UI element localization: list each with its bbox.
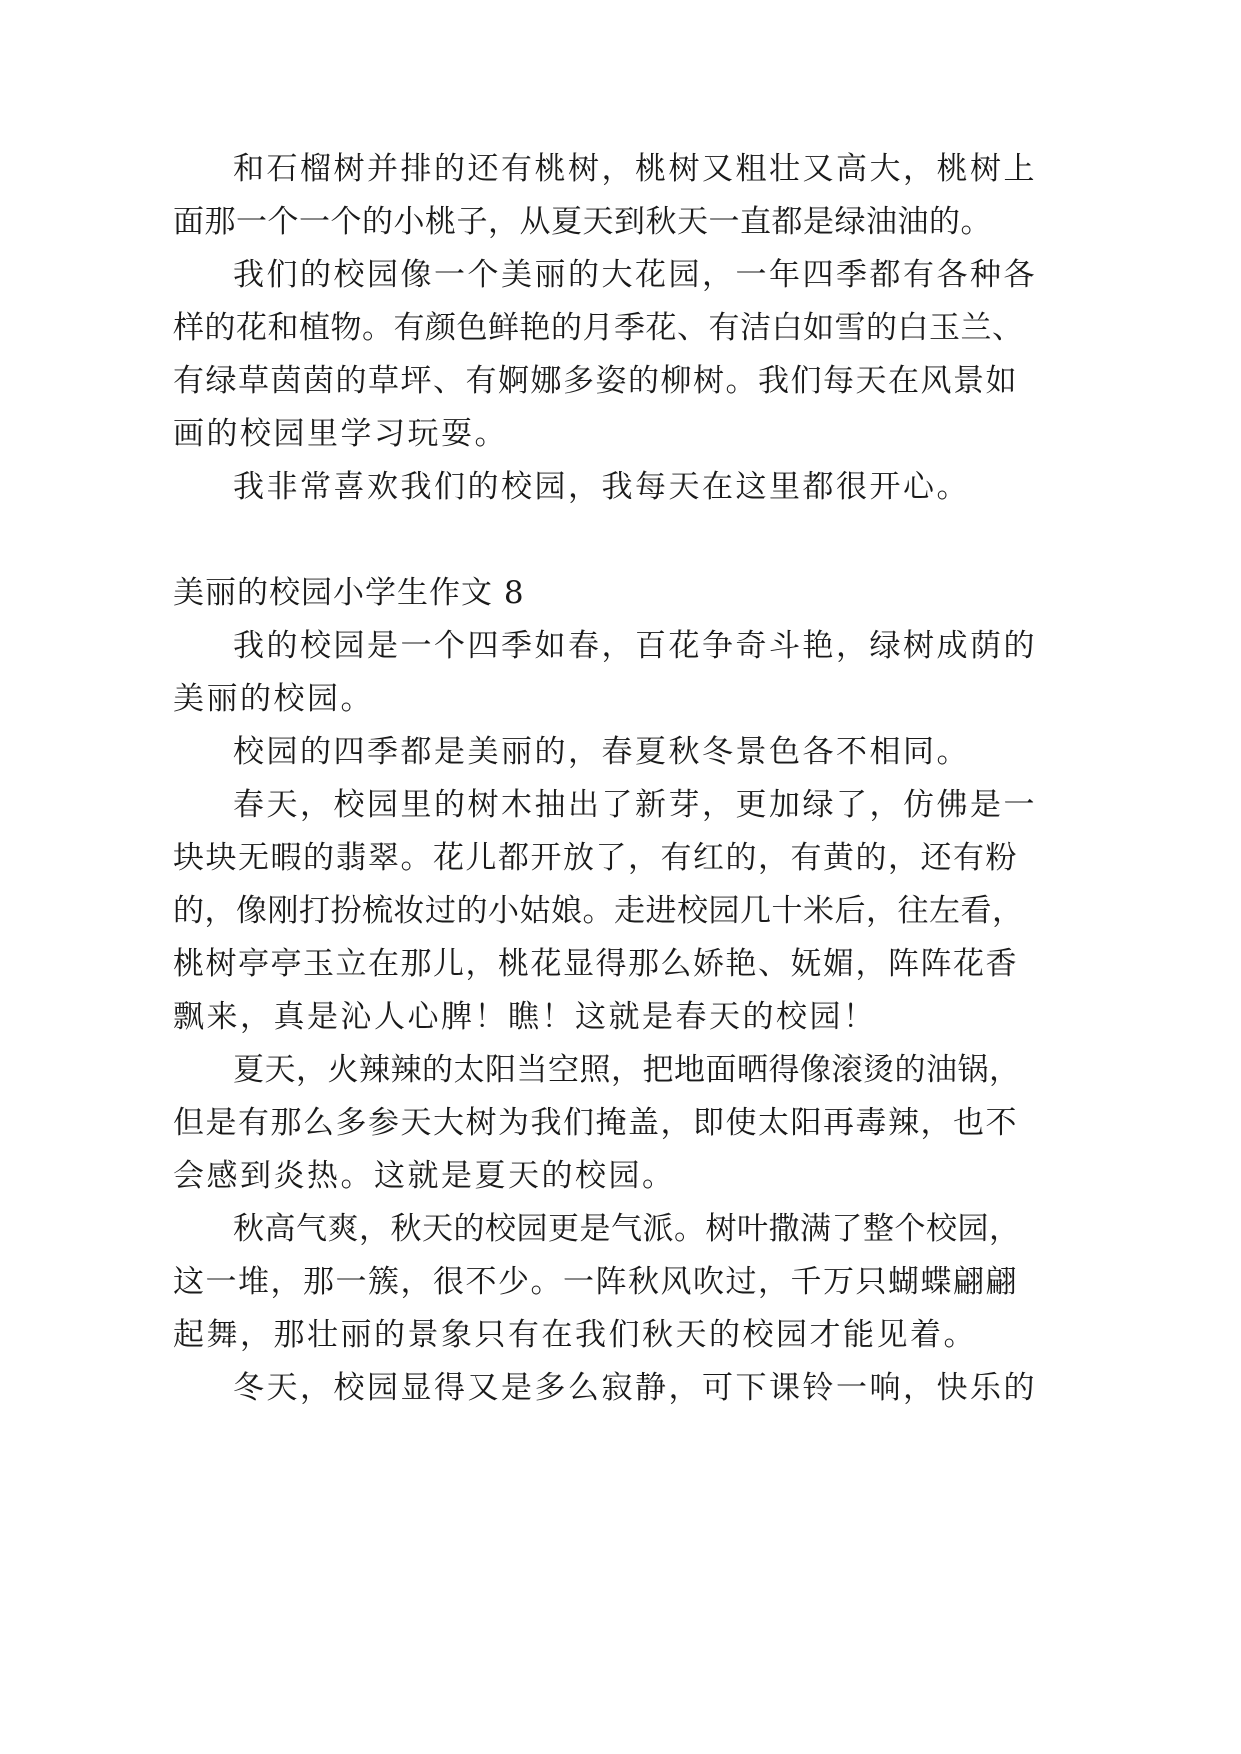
paragraph-line: 校园的四季都是美丽的，春夏秋冬景色各不相同。 <box>233 734 970 770</box>
paragraph-line: 块块无暇的翡翠。花儿都开放了，有红的，有黄的，还有粉 <box>173 840 1018 876</box>
paragraph-line: 面那一个一个的小桃子，从夏天到秋天一直都是绿油油的。 <box>173 204 992 240</box>
paragraph-line: 飘来，真是沁人心脾！瞧！这就是春天的校园！ <box>173 999 877 1035</box>
paragraph-line: 夏天，火辣辣的太阳当空照，把地面晒得像滚烫的油锅， <box>233 1052 1021 1088</box>
paragraph-line: 我们的校园像一个美丽的大花园，一年四季都有各种各 <box>233 257 1037 293</box>
paragraph-line: 桃树亭亭玉立在那儿，桃花显得那么娇艳、妩媚，阵阵花香 <box>173 946 1018 982</box>
paragraph-line: 秋高气爽，秋天的校园更是气派。树叶撒满了整个校园， <box>233 1211 1021 1247</box>
paragraph-line: 冬天，校园显得又是多么寂静，可下课铃一响，快乐的 <box>233 1370 1037 1406</box>
paragraph-line: 画的校园里学习玩耍。 <box>173 416 508 452</box>
paragraph-line: 我非常喜欢我们的校园，我每天在这里都很开心。 <box>233 469 970 505</box>
paragraph-line: 但是有那么多参天大树为我们掩盖，即使太阳再毒辣，也不 <box>173 1105 1018 1141</box>
paragraph-line: 春天，校园里的树木抽出了新芽，更加绿了，仿佛是一 <box>233 787 1037 823</box>
paragraph-line: 的，像刚打扮梳妆过的小姑娘。走进校园几十米后，往左看， <box>173 893 1024 929</box>
paragraph-line: 和石榴树并排的还有桃树，桃树又粗壮又高大，桃树上 <box>233 151 1037 187</box>
paragraph-line: 这一堆，那一簇，很不少。一阵秋风吹过，千万只蝴蝶翩翩 <box>173 1264 1018 1300</box>
section-heading: 美丽的校园小学生作文 8 <box>173 575 525 611</box>
paragraph-line: 有绿草茵茵的草坪、有婀娜多姿的柳树。我们每天在风景如 <box>173 363 1018 399</box>
paragraph-line: 会感到炎热。这就是夏天的校园。 <box>173 1158 676 1194</box>
paragraph-line: 美丽的校园。 <box>173 681 374 717</box>
paragraph-line: 我的校园是一个四季如春，百花争奇斗艳，绿树成荫的 <box>233 628 1037 664</box>
paragraph-line: 样的花和植物。有颜色鲜艳的月季花、有洁白如雪的白玉兰、 <box>173 310 1024 346</box>
paragraph-line: 起舞，那壮丽的景象只有在我们秋天的校园才能见着。 <box>173 1317 977 1353</box>
